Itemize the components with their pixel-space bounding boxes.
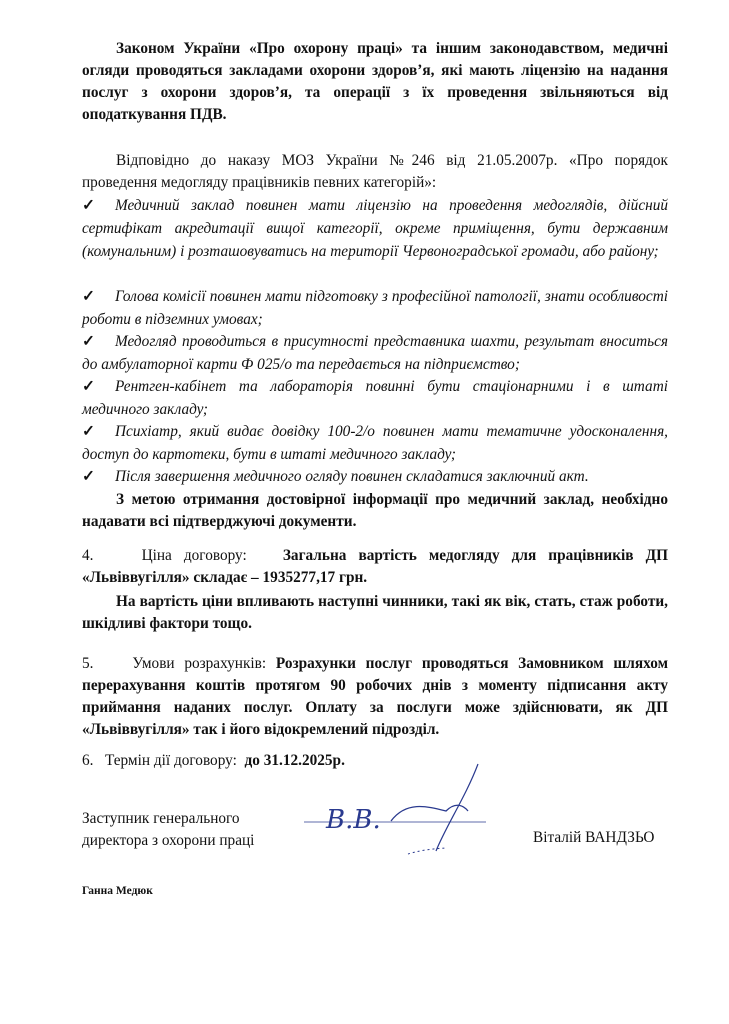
checklist-item: ✓ Медичний заклад повинен мати ліцензію на проведення медоглядів, дійсний сертифікат акредитації вищої категорії, окреме приміщення, бути державним (комунальним) і розташовуватись на території Червоноградської громади, або району; (82, 197, 668, 260)
checkmark-icon: ✓ (82, 378, 95, 395)
section-5-payment: 5. Умови розрахунків: Розрахунки послуг проводяться Замовником шляхом перерахування коштів протягом 90 робочих днів з моменту підписання акту приймання наданих послуг. Оплату за послуги може здійснювати, як ДП «Львіввугілля» так і його відокремлений підрозділ. (82, 655, 669, 738)
executor-name: Ганна Медюк (82, 885, 153, 897)
checkmark-icon: ✓ (82, 468, 95, 485)
signer-title: Заступник генерального директора з охорони праці (82, 810, 255, 849)
checklist-item: ✓ Голова комісії повинен мати підготовку з професійної патології, знати особливості роботи в підземних умовах; (82, 288, 668, 328)
section-6-term: 6. Термін дії договору: до 31.12.2025р. (82, 752, 345, 769)
checklist-item: ✓ Психіатр, який видає довідку 100-2/о повинен мати тематичне удосконалення, доступ до картотеки, бути в штаті медичного закладу; (82, 423, 668, 463)
checklist-item: ✓ Рентген-кабінет та лабораторія повинні бути стаціонарними і в штаті медичного закладу; (82, 378, 668, 418)
checkmark-icon: ✓ (82, 288, 95, 305)
law-paragraph: Законом України «Про охорону праці» та іншим законодавством, медичні огляди проводяться закладами охорони здоров’я, які мають ліцензію на надання послуг з охорони здоров’я, та операції з їх проведення звільняються від оподаткування ПДВ. (82, 40, 668, 123)
checkmark-icon: ✓ (82, 423, 95, 440)
signer-name: Віталій ВАНДЗЬО (533, 829, 655, 846)
documents-paragraph: З метою отримання достовірної інформації про медичний заклад, необхідно надавати всі підтверджуючі документи. (82, 491, 668, 530)
price-factors-note: На вартість ціни впливають наступні чинники, такі як вік, стать, стаж роботи, шкідливі фактори тощо. (82, 593, 668, 632)
checklist-item: ✓ Медогляд проводиться в присутності представника шахти, результат вноситься до амбулаторної карти Ф 025/о та передається на підприємство; (82, 333, 668, 373)
section-4-price: 4. Ціна договору: Загальна вартість медогляду для працівників ДП «Львіввугілля» складає – 1935277,17 грн. (82, 547, 668, 586)
checklist-item: ✓ Після завершення медичного огляду повинен складатися заключний акт. (82, 466, 668, 489)
svg-text:В.В.: В.В. (326, 805, 381, 835)
handwritten-signature (296, 756, 496, 866)
order-paragraph: Відповідно до наказу МОЗ України №246 від 21.05.2007р. «Про порядок проведення медогляду працівників певних категорій»: (82, 152, 668, 191)
checkmark-icon: ✓ (82, 197, 95, 214)
checkmark-icon: ✓ (82, 333, 95, 350)
